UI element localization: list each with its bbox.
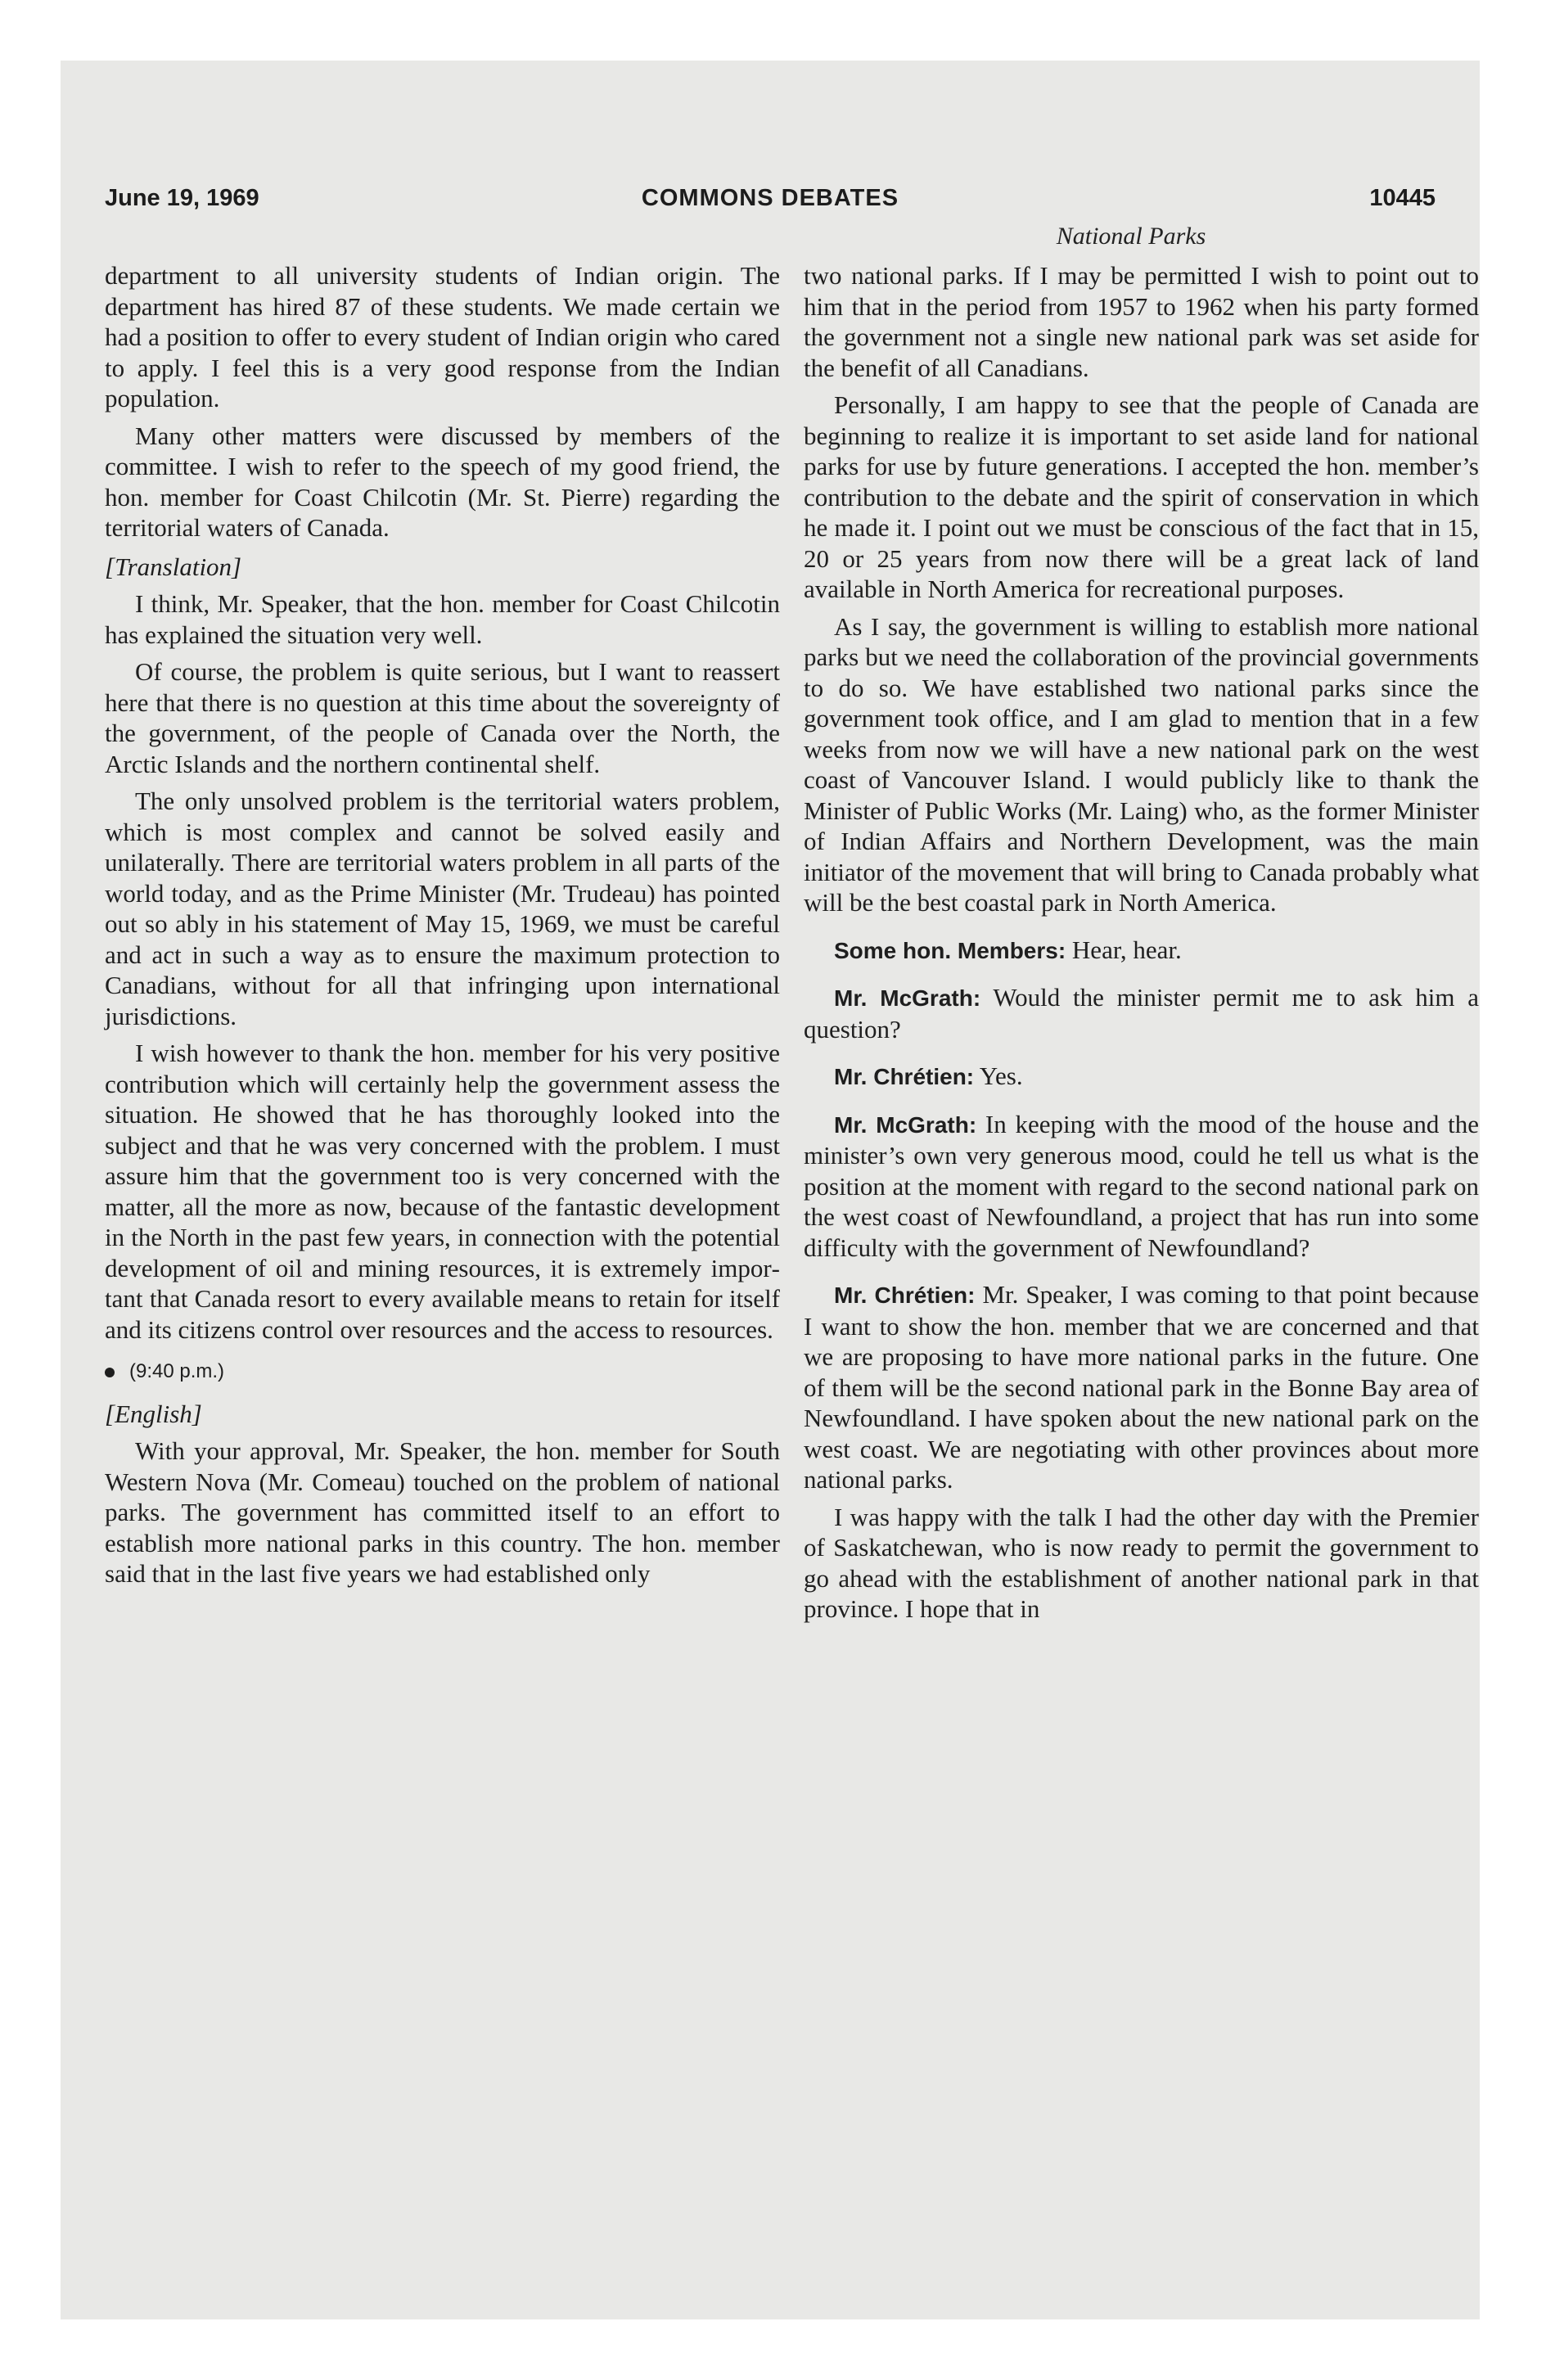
left-column <box>105 260 780 1596</box>
speech-text: Yes. <box>979 1062 1023 1090</box>
paragraph: two national parks. If I may be permitted I wish to point out to him that in the period from 1957 to 1962 when his party formed the government not a single new national park was set aside for the benefit of all Canadians. <box>804 261 1479 382</box>
speech-paragraph <box>804 1279 1479 1495</box>
speaker-name: Some hon. Members: <box>834 937 1066 963</box>
page-sheet <box>61 61 1480 2319</box>
language-tag: [Translation] <box>105 552 242 581</box>
speech-text: Mr. Speaker, I was coming to that point because I want to show the hon. member that we are concerned and that we are proposing to have more national parks in the future. One of them will be the second national park in the Bonne Bay area of Newfoundland. I have spoken about the new national park on the west coast. We are negotiating with other provinces about more national parks. <box>804 1280 1479 1494</box>
speech-paragraph <box>804 935 1479 967</box>
speech-text: In keeping with the mood of the house and the minister’s own very generous mood, could he tell us what is the position at the moment with regard to the second national park on the west coast of Newfoundland, a project that has run into some difficulty with the government of Newfoundland? <box>804 1109 1480 1262</box>
paragraph: The only unsolved problem is the territorial waters problem, which is most complex and cannot be solved easily and unilaterally. There are territorial waters problem in all parts of the world today, and as the Prime Minister (Mr. Trudeau) has pointed out so ably in his statement of May 15, 1969, we must be careful and act in such a way as to ensure the maximum protection to Canadians, without for all that infringing upon international jurisdictions. <box>105 787 780 1030</box>
paragraph: Of course, the problem is quite serious, but I want to reassert here that there is no question at this time about the sovereignty of the government, of the people of Canada over the North, the Arctic Islands and the northern continental shelf. <box>105 657 780 778</box>
paragraph: I wish however to thank the hon. member for his very positive contribution which will certainly help the government assess the situation. He showed that he has thoroughly looked into the subject and that he was very concerned with the problem. I must assure him that the government too is very concerned with the matter, all the more as now, because of the fantastic development in the North in the past few years, in connection with the potential development of oil and mining resources, it is extremely important that Canada resort to every available means to retain for itself and its citizens control over resources and the access to resources. <box>105 1039 780 1344</box>
speaker-name: Mr. McGrath: <box>834 985 981 1011</box>
bullet-icon <box>105 1368 115 1377</box>
language-tag: [English] <box>105 1399 202 1428</box>
speaker-name: Mr. Chrétien: <box>834 1282 976 1308</box>
speech-paragraph <box>804 1061 1479 1093</box>
paragraph: With your approval, Mr. Speaker, the hon. member for South Western Nova (Mr. Comeau) touched on the problem of national parks. The government has committed itself to an effort to establish more national parks in this country. The hon. member said that in the last five years we had established only <box>105 1436 780 1588</box>
speech-text: Would the minister permit me to ask him a question? <box>804 983 1479 1044</box>
timestamp-text: (9:40 p.m.) <box>129 1360 225 1382</box>
timestamp <box>105 1356 780 1387</box>
speech-text: Hear, hear. <box>1071 935 1182 964</box>
header-title: COMMONS DEBATES <box>641 185 899 211</box>
header-page-number: 10445 <box>1369 185 1436 211</box>
right-column <box>804 260 1479 1631</box>
paragraph: I was happy with the talk I had the other day with the Premier of Saskatchewan, who is now ready to permit the government to go ahead with the establishment of another national park in that province. I hope that in <box>804 1502 1479 1623</box>
speech-paragraph <box>804 1109 1479 1264</box>
speech-paragraph <box>804 982 1479 1044</box>
paragraph: I think, Mr. Speaker, that the hon. member for Coast Chilcotin has explained the situation very well. <box>105 589 780 649</box>
header-date: June 19, 1969 <box>105 185 259 211</box>
running-head <box>105 185 1436 218</box>
paragraph: Personally, I am happy to see that the people of Canada are beginning to realize it is important to set aside land for national parks for use by future generations. I accepted the hon. member’s contribution to the debate and the spirit of conservation in which he made it. I point out we must be conscious of the fact that in 15, 20 or 25 years from now there will be a great lack of land available in North America for recreational purposes. <box>804 390 1479 603</box>
speaker-name: Mr. Chrétien: <box>834 1064 975 1089</box>
paragraph: As I say, the government is willing to establish more national parks but we need the collaboration of the provincial governments to do so. We have established two national parks since the government took office, and I am glad to mention that in a few weeks from now we will have a new national park on the west coast of Vancouver Island. I would publicly like to thank the Minister of Public Works (Mr. Laing) who, as the former Minister of Indian Affairs and Northern Development, was the main initiator of the movement that will bring to Canada probably what will be the best coastal park in North America. <box>804 611 1479 917</box>
section-heading: National Parks <box>1056 223 1206 250</box>
paragraph: Many other matters were discussed by members of the committee. I wish to refer to the speech of my good friend, the hon. member for Coast Chilcotin (Mr. St. Pierre) regarding the territorial waters of Canada. <box>105 421 780 542</box>
paragraph: department to all university students of Indian origin. The department has hired 87 of these students. We made certain we had a position to offer to every student of Indian origin who cared to apply. I feel this is a very good response from the Indian population. <box>105 261 780 412</box>
speaker-name: Mr. McGrath: <box>834 1111 977 1138</box>
